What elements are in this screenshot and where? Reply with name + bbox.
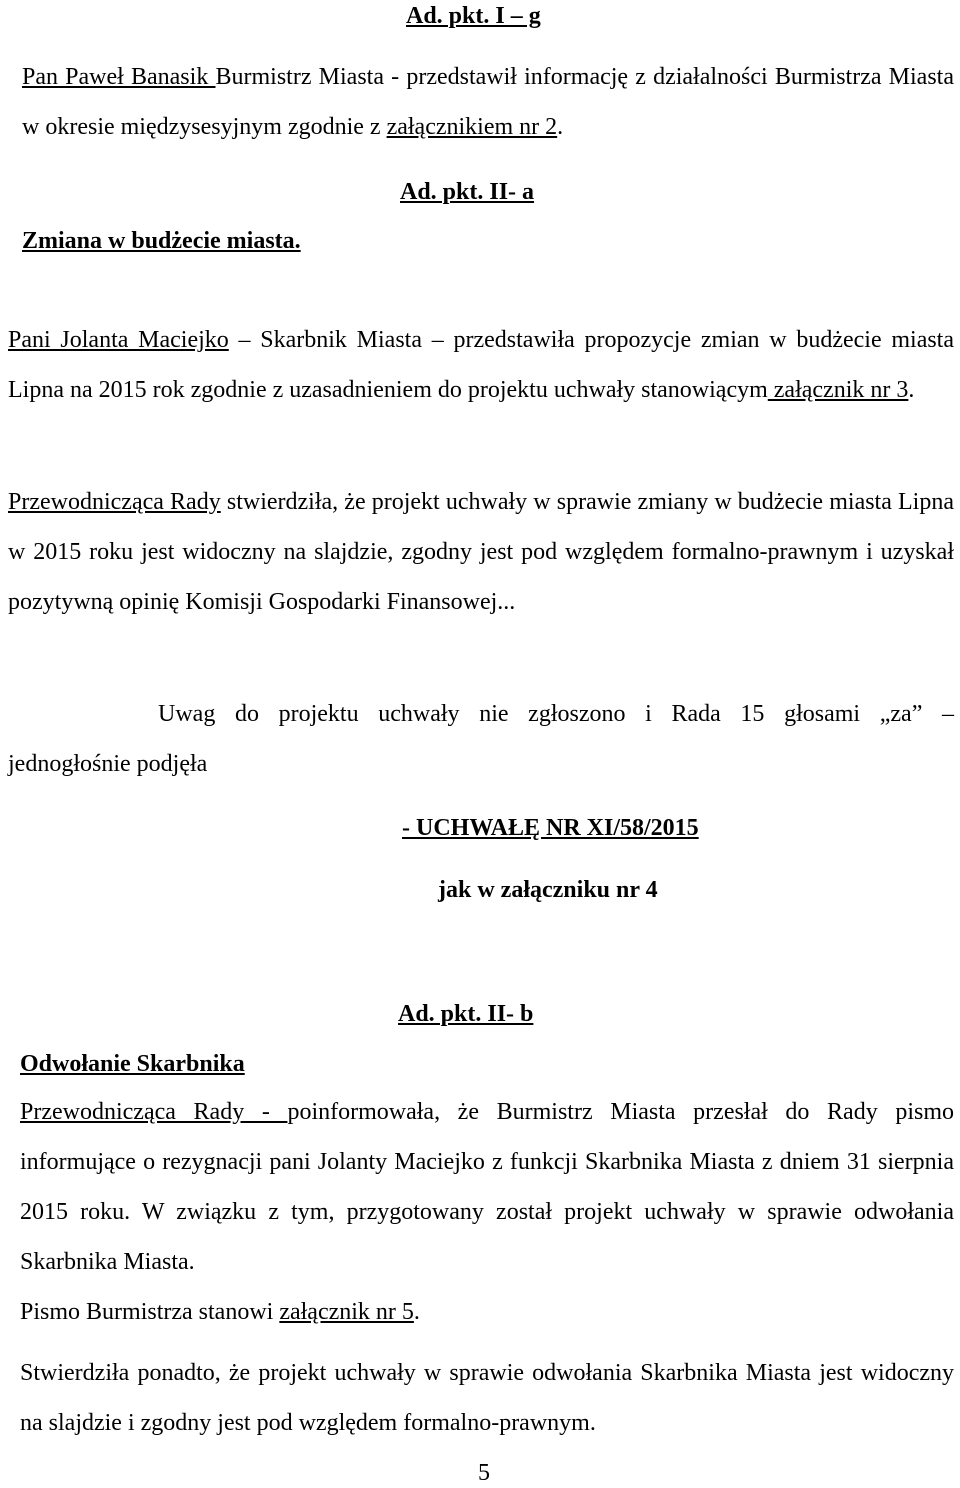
period: . — [413, 1299, 420, 1325]
mayor-report-paragraph — [22, 52, 954, 152]
treasurer-dismissal-title: Odwołanie Skarbnika — [20, 1051, 245, 1077]
period: . — [908, 377, 915, 403]
mayor-letter-text: Pismo Burmistrza stanowi — [20, 1299, 280, 1325]
agenda-heading-2a: Ad. pkt. II- a — [400, 179, 535, 205]
dismissal-info-text: poinformowała, że Burmistrz Miasta przesłał do Rady pismo informujące o rezygnacji pani Jolanty Maciejko z funkcji Skarbnika Miasta z dniem 31 sierpnia 2015 roku. W związku z tym, przygotowany został projekt uchwały w sprawie odwołania Skarbnika Miasta. — [20, 1099, 955, 1275]
chairwoman-name-2: Przewodnicząca Rady - — [20, 1099, 288, 1125]
attachment-3-link[interactable]: załącznik nr 3 — [767, 377, 909, 403]
attachment-5-link[interactable]: załącznik nr 5 — [279, 1299, 414, 1325]
treasurer-proposal-text: – Skarbnik Miasta – przedstawiła propozycje zmian w budżecie miasta Lipna na 2015 rok zgodnie z uzasadnieniem do projektu uchwały stanowiącym — [8, 327, 955, 403]
chairwoman-name: Przewodnicząca Rady — [8, 489, 221, 515]
agenda-heading-2b: Ad. pkt. II- b — [398, 1001, 534, 1027]
page-number: 5 — [478, 1460, 490, 1486]
treasurer-name: Pani Jolanta Maciejko — [8, 327, 229, 353]
treasurer-proposal-paragraph — [8, 315, 954, 415]
mayor-name: Pan Paweł Banasik — [22, 64, 216, 90]
mayor-report-text: Burmistrz Miasta - przedstawił informację z działalności Burmistrza Miasta w okresie międzysesyjnym zgodnie z — [22, 64, 954, 140]
budget-change-title: Zmiana w budżecie miasta. — [22, 228, 301, 254]
vote-line-2: jednogłośnie podjęła — [8, 751, 208, 777]
dismissal-slide-paragraph: Stwierdziła ponadto, że projekt uchwały w sprawie odwołania Skarbnika Miasta jest widoczny na slajdzie i zgodny jest pod względem formalno-prawnym. — [20, 1360, 954, 1436]
chairwoman-statement-paragraph — [8, 477, 954, 627]
dismissal-info-paragraph — [20, 1087, 954, 1287]
mayor-letter-paragraph — [20, 1287, 954, 1337]
resolution-number: - UCHWAŁĘ NR XI/58/2015 — [402, 815, 699, 841]
resolution-attachment: jak w załączniku nr 4 — [438, 877, 658, 903]
chairwoman-statement-text: stwierdziła, że projekt uchwały w sprawie zmiany w budżecie miasta Lipna w 2015 roku jest widoczny na slajdzie, zgodny jest pod względem formalno-prawnym i uzyskał pozytywną opinię Komisji Gospodarki Finansowej... — [8, 489, 954, 615]
attachment-2-link[interactable]: załącznikiem nr 2 — [386, 114, 558, 140]
vote-line-1: Uwag do projektu uchwały nie zgłoszono i Rada 15 głosami „za” – — [158, 701, 954, 727]
period: . — [557, 114, 564, 140]
agenda-heading-1g: Ad. pkt. I – g — [406, 3, 541, 29]
